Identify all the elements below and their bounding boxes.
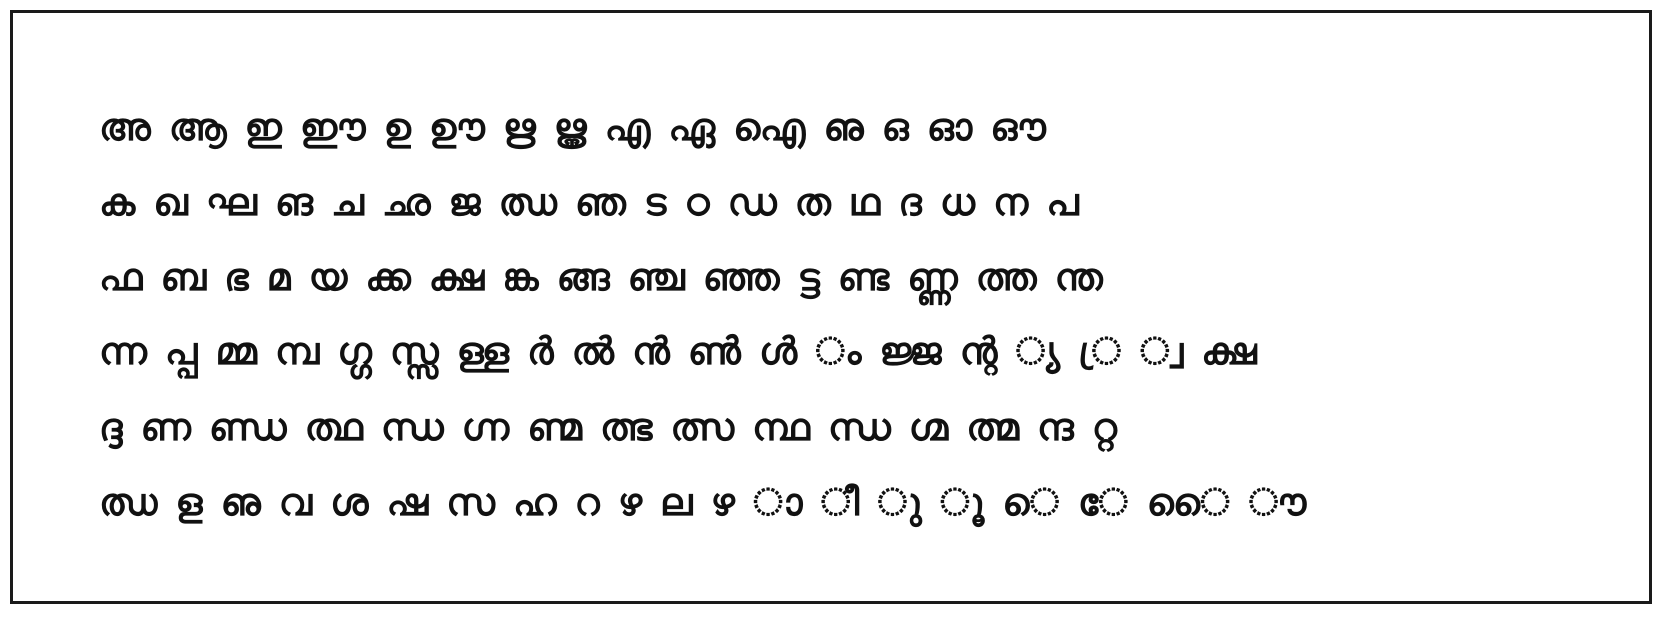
glyph-cell: ച xyxy=(330,179,364,224)
glyph-cell: മ്മ xyxy=(215,328,257,373)
glyph-cell: പ്പ xyxy=(164,328,198,373)
glyph-cell: ഞ്ച xyxy=(627,254,685,299)
glyph-cell: ക്ക xyxy=(365,254,411,299)
glyph-cell: ഋ xyxy=(502,104,536,149)
glyph-cell: ഥ xyxy=(848,179,881,224)
glyph-cell: ക്ഷ xyxy=(1201,328,1257,373)
glyph-cell: ത്സ xyxy=(670,404,735,449)
glyph-cell: ത xyxy=(794,179,831,224)
glyph-cell: ഗ്ഗ xyxy=(337,328,372,373)
glyph-cell: ൽ xyxy=(571,328,614,373)
glyph-cell: ത്മ xyxy=(966,404,1020,449)
glyph-cell: ങ്ക xyxy=(502,254,539,299)
glyph-cell: ഡ xyxy=(727,179,777,224)
glyph-cell: ൠ xyxy=(553,104,587,149)
glyph-cell: ണ്മ xyxy=(527,404,582,449)
glyph-row-consonants-1 xyxy=(99,166,1599,232)
glyph-cell: ള്ള xyxy=(456,328,509,373)
glyph-cell: ആ xyxy=(168,104,227,149)
glyph-cell: ഹ xyxy=(512,479,557,524)
glyph-row-conjuncts-1 xyxy=(99,315,1599,381)
glyph-cell: ഔ xyxy=(990,104,1046,149)
glyph-cell: ഷ xyxy=(386,479,429,524)
glyph-cell: ണ്ണ xyxy=(907,254,958,299)
glyph-cell: വ xyxy=(278,479,313,524)
glyph-cell: ഊ xyxy=(428,104,485,149)
glyph-cell: ന്ന xyxy=(99,328,147,373)
glyph-cell: ണ്ഡ xyxy=(208,404,287,449)
glyph-cell: ഉ xyxy=(383,104,411,149)
glyph-cell: സ xyxy=(446,479,495,524)
glyph-row-signs xyxy=(99,466,1599,532)
glyph-cell: ഴ xyxy=(710,479,735,524)
glyph-cell: ഌ xyxy=(823,104,864,149)
glyph-cell: ദ്ദ xyxy=(99,404,123,449)
glyph-cell: ഏ xyxy=(668,104,716,149)
glyph-cell: െ xyxy=(1002,479,1060,524)
glyph-cell: ജ്ജ xyxy=(879,328,942,373)
glyph-cell: ഓ xyxy=(926,104,973,149)
glyph-cell: ത്ഭ xyxy=(599,404,653,449)
glyph-row-vowels xyxy=(99,91,1599,157)
glyph-cell: ജ xyxy=(448,179,481,224)
glyph-cell: ഒ xyxy=(881,104,909,149)
character-chart xyxy=(99,83,1599,573)
glyph-cell: ്ര xyxy=(1078,328,1122,373)
glyph-cell: ീ xyxy=(820,479,860,524)
glyph-cell: ൾ xyxy=(758,328,798,373)
glyph-cell: ു xyxy=(877,479,922,524)
glyph-cell: ശ xyxy=(330,479,369,524)
glyph-cell: എ xyxy=(604,104,651,149)
glyph-cell: ഘ xyxy=(205,179,257,224)
glyph-cell: ക xyxy=(99,179,136,224)
glyph-cell: ഛ xyxy=(381,179,431,224)
glyph-cell: ത്ഥ xyxy=(304,404,363,449)
glyph-cell: ഠ xyxy=(684,179,710,224)
glyph-cell: ൈ xyxy=(1146,479,1231,524)
glyph-cell: ഌ xyxy=(220,479,261,524)
glyph-cell: ഝ xyxy=(498,179,557,224)
glyph-cell: ങ xyxy=(274,179,313,224)
glyph-cell: ഞ xyxy=(574,179,626,224)
glyph-cell: പ xyxy=(1046,179,1079,224)
glyph-cell: ട xyxy=(643,179,667,224)
glyph-cell: ക്ഷ xyxy=(428,254,485,299)
glyph-row-conjuncts-2 xyxy=(99,391,1599,457)
glyph-cell: ന xyxy=(992,179,1029,224)
glyph-cell: ഞ്ഞ xyxy=(702,254,780,299)
glyph-cell: റ xyxy=(574,479,600,524)
glyph-cell: ഖ xyxy=(153,179,188,224)
glyph-cell: ന്ഥ xyxy=(752,404,810,449)
glyph-cell: ന്ധ xyxy=(380,404,444,449)
glyph-cell: ൗ xyxy=(1248,479,1307,524)
glyph-cell: യ xyxy=(308,254,348,299)
glyph-cell: ഇ xyxy=(244,104,282,149)
glyph-cell: ങ്ങ xyxy=(556,254,610,299)
glyph-row-consonants-2 xyxy=(99,241,1599,307)
glyph-cell: ബ xyxy=(160,254,207,299)
glyph-cell: ഴ xyxy=(617,479,643,524)
glyph-cell: ള xyxy=(175,479,203,524)
glyph-cell: ൺ xyxy=(687,328,741,373)
glyph-cell: േ xyxy=(1077,479,1129,524)
glyph-cell: ൻ xyxy=(631,328,670,373)
glyph-cell: മ്പ xyxy=(274,328,320,373)
glyph-cell: ഗ്ന xyxy=(461,404,510,449)
glyph-cell: ണ്ട xyxy=(837,254,890,299)
glyph-cell: ട്ട xyxy=(797,254,820,299)
glyph-cell: ല xyxy=(660,479,693,524)
glyph-cell: ദ xyxy=(898,179,922,224)
glyph-cell: ഫ xyxy=(99,254,143,299)
glyph-cell: ഭ xyxy=(224,254,249,299)
glyph-cell: ധ xyxy=(939,179,975,224)
glyph-cell: റ്റ xyxy=(1091,404,1118,449)
glyph-cell: ന്ദ xyxy=(1037,404,1074,449)
glyph-cell: മ xyxy=(266,254,291,299)
glyph-cell: ഈ xyxy=(299,104,366,149)
glyph-cell: ഐ xyxy=(733,104,806,149)
glyph-cell: സ്സ xyxy=(389,328,439,373)
glyph-cell: ന്ധ xyxy=(827,404,891,449)
glyph-cell: ം xyxy=(815,328,862,373)
glyph-cell: അ xyxy=(99,104,151,149)
glyph-cell: ്യ xyxy=(1015,328,1061,373)
glyph-cell: ന്ത xyxy=(1054,254,1103,299)
glyph-cell: ർ xyxy=(527,328,554,373)
glyph-cell: ന്റ xyxy=(959,328,998,373)
glyph-cell: ാ xyxy=(752,479,803,524)
glyph-cell: ഗ്മ xyxy=(908,404,949,449)
glyph-cell: ത്ത xyxy=(975,254,1037,299)
chart-frame xyxy=(10,10,1652,604)
glyph-cell: ണ xyxy=(140,404,191,449)
glyph-cell: ൂ xyxy=(939,479,985,524)
glyph-cell: ഝ xyxy=(99,479,158,524)
glyph-cell: ്വ xyxy=(1139,328,1184,373)
